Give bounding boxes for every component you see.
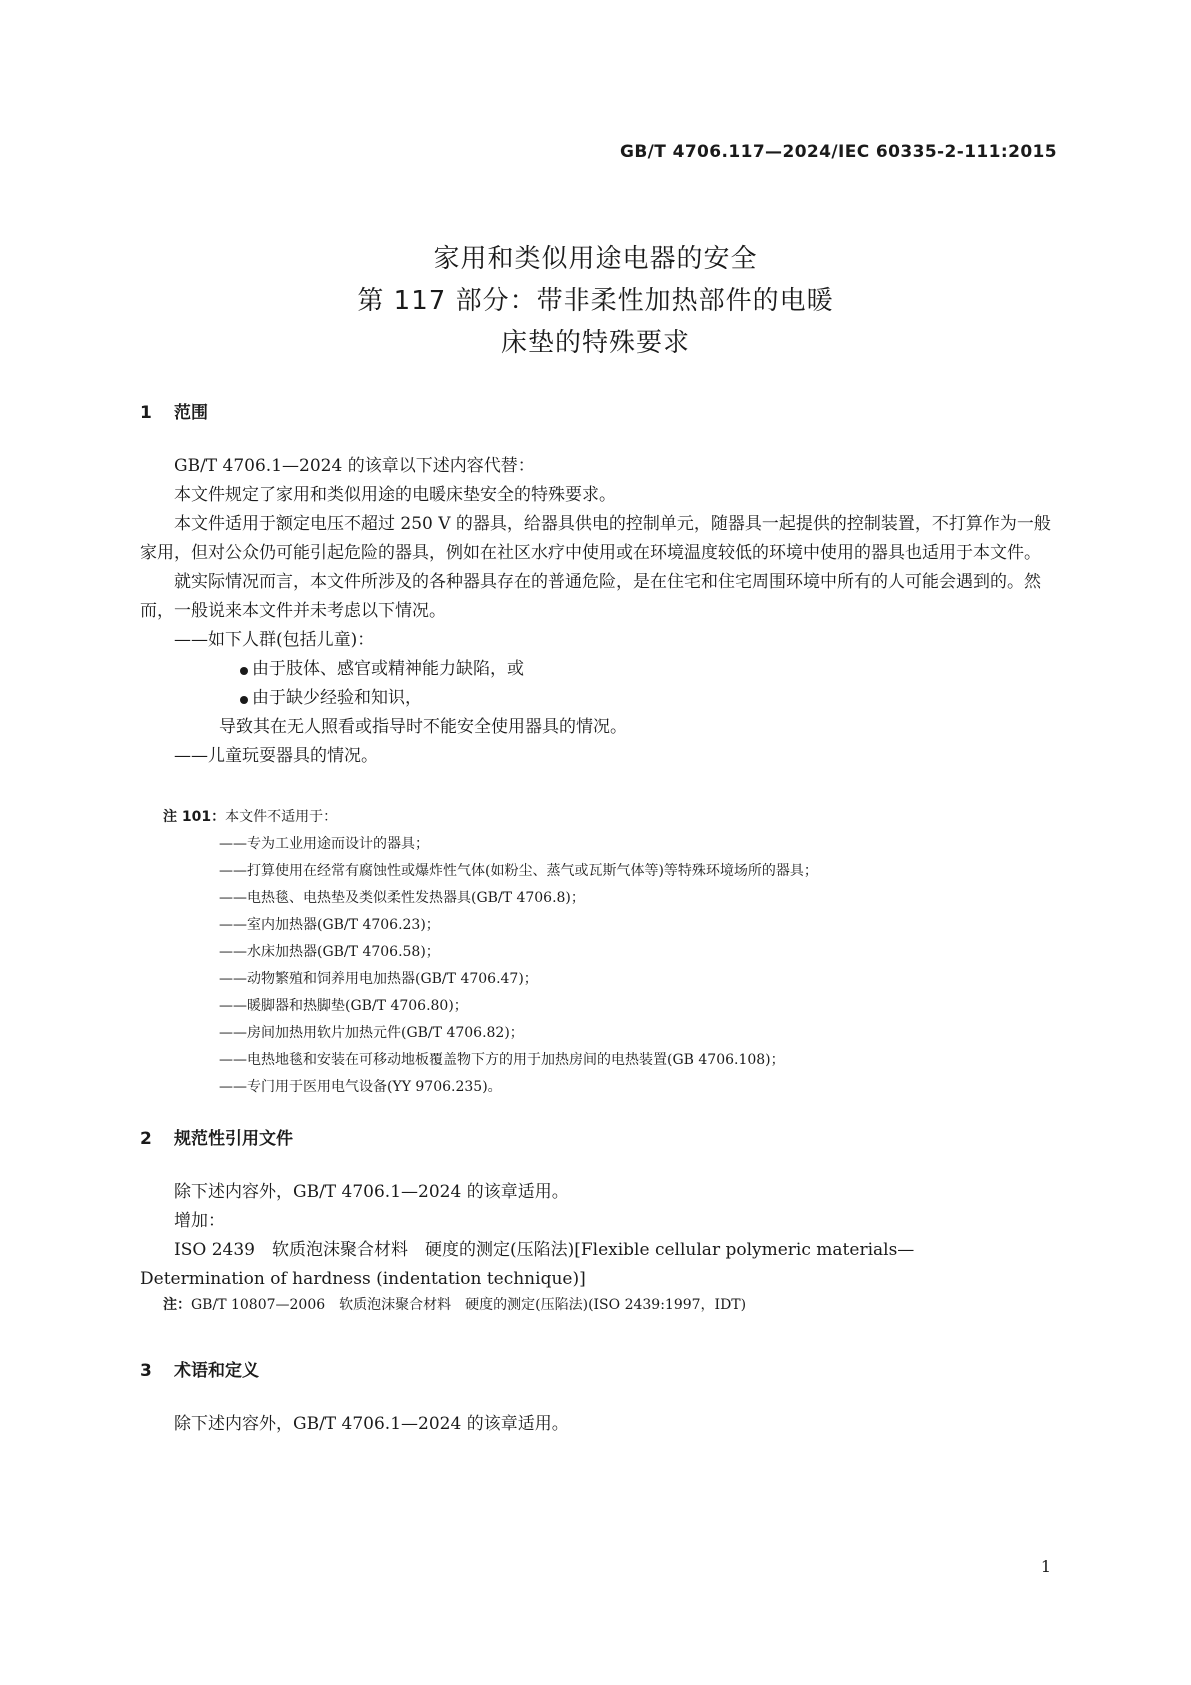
bullet-icon xyxy=(240,696,248,704)
dash-item: ——如下人群(包括儿童)： xyxy=(174,630,375,650)
page-number: 1 xyxy=(1040,1557,1051,1576)
section-2-heading xyxy=(140,1124,293,1149)
note-text: GB/T 10807—2006 软质泡沫聚合材料 硬度的测定(压陷法)(ISO 2439:1997，IDT) xyxy=(191,1297,747,1313)
section-3-body xyxy=(140,1410,1060,1439)
bullet-item xyxy=(140,684,1060,713)
bullet-item xyxy=(140,655,1060,684)
note-item: ——水床加热器(GB/T 4706.58)； xyxy=(219,944,440,960)
section-3-number: 3 xyxy=(140,1361,152,1381)
section-2-title: 规范性引用文件 xyxy=(174,1129,293,1149)
note-item: ——专门用于医用电气设备(YY 9706.235)。 xyxy=(219,1079,502,1095)
section-2-body xyxy=(140,1178,1060,1294)
section-3-title: 术语和定义 xyxy=(174,1361,259,1381)
note-label: 注 101： xyxy=(163,809,226,825)
paragraph: 就实际情况而言，本文件所涉及的各种器具存在的普通危险，是在住宅和住宅周围环境中所有的人可能会遇到的。然而，一般说来本文件并未考虑以下情况。 xyxy=(140,572,1041,621)
bullet-icon xyxy=(240,667,248,675)
note-item: ——动物繁殖和饲养用电加热器(GB/T 4706.47)； xyxy=(219,971,538,987)
title-line-1: 家用和类似用途电器的安全 xyxy=(433,244,758,274)
note-item: ——房间加热用软片加热元件(GB/T 4706.82)； xyxy=(219,1025,524,1041)
reference-line-1: ISO 2439 软质泡沫聚合材料 硬度的测定(压陷法)[Flexible cellular polymeric materials— xyxy=(174,1240,915,1260)
standard-code: GB/T 4706.117—2024/IEC 60335-2-111:2015 xyxy=(619,142,1057,162)
title-line-3: 床垫的特殊要求 xyxy=(500,328,690,358)
note-item: ——室内加热器(GB/T 4706.23)； xyxy=(219,917,440,933)
paragraph: 增加： xyxy=(174,1211,225,1231)
note-101 xyxy=(163,804,1063,1101)
note-item: ——暖脚器和热脚垫(GB/T 4706.80)； xyxy=(219,998,468,1014)
title-line-2: 第 117 部分：带非柔性加热部件的电暖 xyxy=(357,286,834,316)
note-intro: 本文件不适用于： xyxy=(225,809,338,825)
reference-line-2: Determination of hardness (indentation technique)] xyxy=(140,1269,586,1289)
section-1-heading xyxy=(140,398,208,423)
note-item: ——电热毯、电热垫及类似柔性发热器具(GB/T 4706.8)； xyxy=(219,890,585,906)
paragraph: 本文件适用于额定电压不超过 250 V 的器具，给器具供电的控制单元，随器具一起提供的控制装置，不打算作为一般家用，但对公众仍可能引起危险的器具，例如在社区水疗中使用或在环境温度较低的环境中使用的器具也适用于本文件。 xyxy=(140,514,1051,563)
section-1-title: 范围 xyxy=(174,403,208,423)
bullet-text: 由于肢体、感官或精神能力缺陷，或 xyxy=(252,659,524,679)
bullet-text: 由于缺少经验和知识， xyxy=(252,688,422,708)
note-item: ——电热地毯和安装在可移动地板覆盖物下方的用于加热房间的电热装置(GB 4706.108)； xyxy=(219,1052,785,1068)
document-title xyxy=(0,238,1191,364)
continuation-text: 导致其在无人照看或指导时不能安全使用器具的情况。 xyxy=(219,717,627,737)
note-item: ——打算使用在经常有腐蚀性或爆炸性气体(如粉尘、蒸气或瓦斯气体等)等特殊环境场所的器具； xyxy=(219,863,818,879)
paragraph: GB/T 4706.1—2024 的该章以下述内容代替： xyxy=(174,456,535,476)
section-3-heading xyxy=(140,1356,259,1381)
section-1-body xyxy=(140,452,1060,771)
paragraph: 除下述内容外，GB/T 4706.1—2024 的该章适用。 xyxy=(174,1414,569,1434)
note-label: 注： xyxy=(163,1297,191,1313)
section-1-number: 1 xyxy=(140,403,152,423)
section-2-number: 2 xyxy=(140,1129,152,1149)
section-2-note xyxy=(163,1292,1063,1319)
note-item: ——专为工业用途而设计的器具； xyxy=(219,836,429,852)
paragraph: 本文件规定了家用和类似用途的电暖床垫安全的特殊要求。 xyxy=(174,485,616,505)
dash-item: ——儿童玩耍器具的情况。 xyxy=(174,746,378,766)
paragraph: 除下述内容外，GB/T 4706.1—2024 的该章适用。 xyxy=(174,1182,569,1202)
